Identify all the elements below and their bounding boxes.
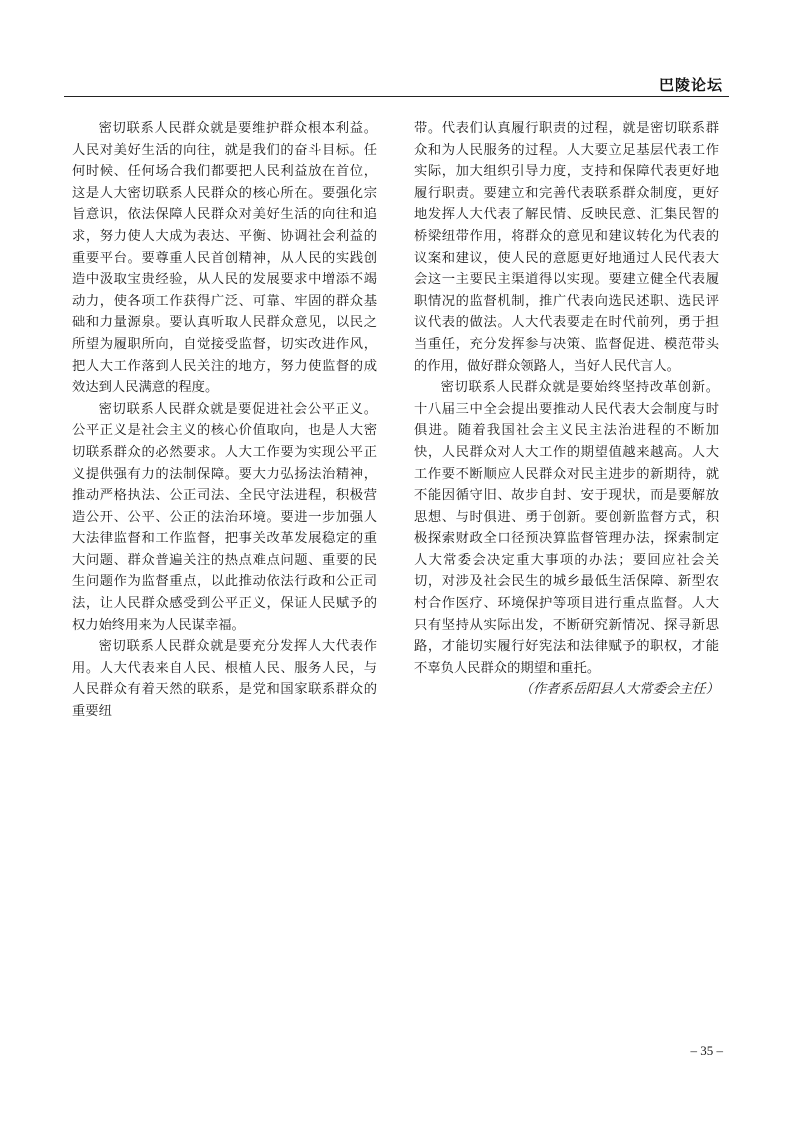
article-left-column: [72, 118, 377, 723]
article-right-column: [414, 118, 719, 701]
paragraph-2: 密切联系人民群众就是要促进社会公平正义。公平正义是社会主义的核心价值取向，也是人大密切联系群众的必然要求。人大工作要为实现公平正义提供强有力的法制保障。要大力弘扬法治精神，推动严格执法、公正司法、全民守法进程，积极营造公开、公平、公正的法治环境。要进一步加强人大法律监督和工作监督，把事关改革发展稳定的重大问题、群众普遍关注的热点难点问题、重要的民生问题作为监督重点，以此推动依法行政和公正司法，让人民群众感受到公平正义，保证人民赋予的权力始终用来为人民谋幸福。: [72, 401, 377, 633]
paragraph-3-continued: 带。代表们认真履行职责的过程，就是密切联系群众和为人民服务的过程。人大要立足基层代表工作实际，加大组织引导力度，支持和保障代表更好地履行职责。要建立和完善代表联系群众制度，更好地发挥人大代表了解民情、反映民意、汇集民智的桥梁纽带作用，将群众的意见和建议转化为代表的议案和建议，使人民的意愿更好地通过人民代表大会这一主要民主渠道得以实现。要建立健全代表履职情况的监督机制，推广代表向选民述职、选民评议代表的做法。人大代表要走在时代前列，勇于担当重任，充分发挥参与决策、监督促进、模范带头的作用，做好群众领路人，当好人民代言人。: [414, 121, 719, 374]
paragraph-4: 密切联系人民群众就是要始终坚持改革创新。十八届三中全会提出要推动人民代表大会制度与时俱进。随着我国社会主义民主法治进程的不断加快，人民群众对人大工作的期望值越来越高。人大工作要不断顺应人民群众对民主进步的新期待，就不能因循守旧、故步自封、安于现状，而是要解放思想、与时俱进、勇于创新。要创新监督方式，积极探索财政全口径预决算监督管理办法，探索制定人大常委会决定重大事项的办法；要回应社会关切，对涉及社会民生的城乡最低生活保障、新型农村合作医疗、环境保护等项目进行重点监督。人大只有坚持从实际出发，不断研究新情况、探寻新思路，才能切实履行好宪法和法律赋予的职权，才能不辜负人民群众的期望和重托。: [414, 380, 719, 676]
paragraph-3: 密切联系人民群众就是要充分发挥人大代表作用。人大代表来自人民、根植人民、服务人民，与人民群众有着天然的联系，是党和国家联系群众的重要纽: [72, 639, 377, 720]
author-byline: （作者系岳阳县人大常委会主任）: [519, 682, 719, 698]
journal-title: 巴陵论坛: [658, 76, 723, 94]
page-number: – 35 –: [690, 1043, 723, 1058]
paragraph-1: 密切联系人民群众就是要维护群众根本利益。人民对美好生活的向往，就是我们的奋斗目标。任何时候、任何场合我们都要把人民利益放在首位，这是人大密切联系人民群众的核心所在。要强化宗旨意识，依法保障人民群众对美好生活的向往和追求，努力使人大成为表达、平衡、协调社会利益的重要平台。要尊重人民首创精神，从人民的实践创造中汲取宝贵经验，从人民的发展要求中增添不竭动力，使各项工作获得广泛、可靠、牢固的群众基础和力量源泉。要认真听取人民群众意见，以民之所望为履职所向，自觉接受监督，切实改进作风，把人大工作落到人民关注的地方，努力使监督的成效达到人民满意的程度。: [72, 121, 377, 396]
header-divider: [64, 96, 729, 97]
